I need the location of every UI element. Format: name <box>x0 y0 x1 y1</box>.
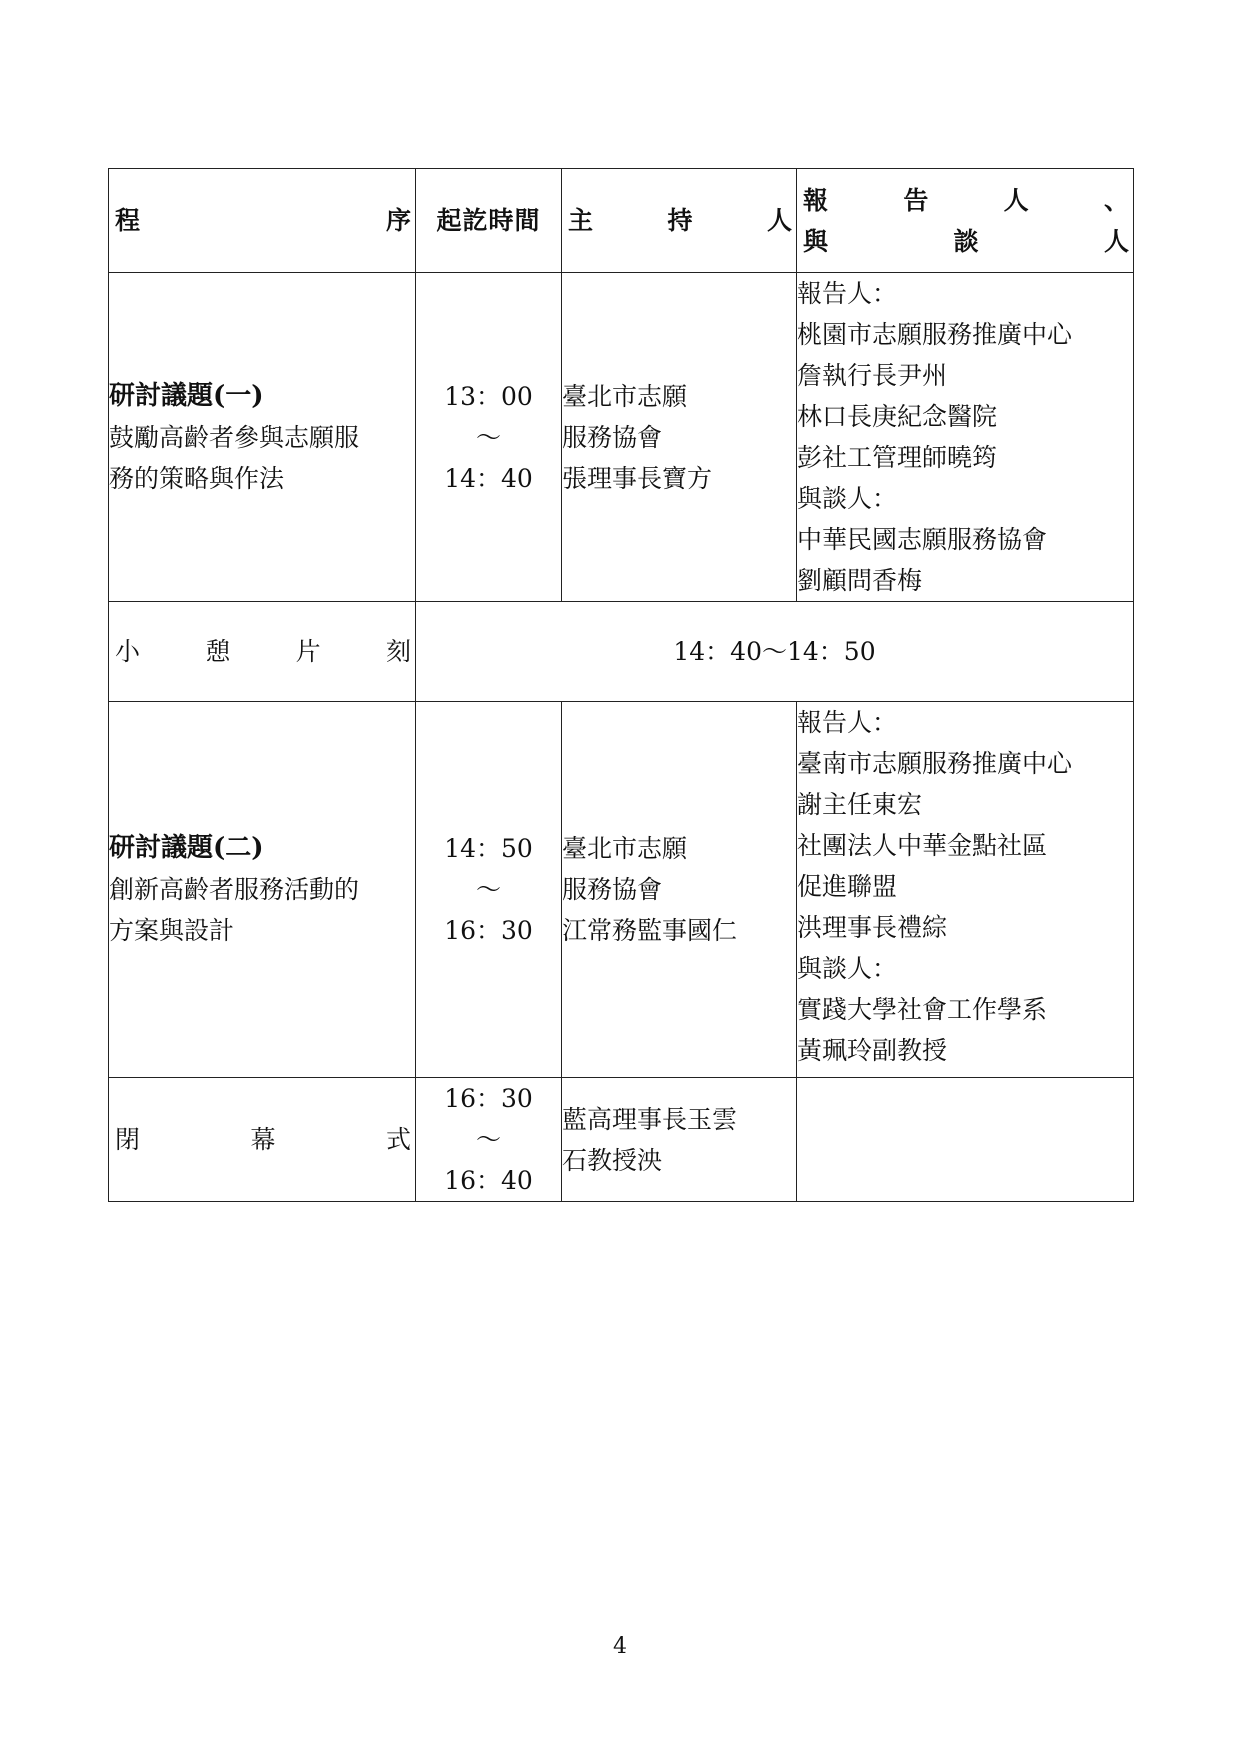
topic1-desc: 務的策略與作法 <box>109 463 285 493</box>
speaker-line: 與談人： <box>797 484 898 513</box>
header-speakers-char: 報 <box>803 185 829 215</box>
topic2-desc: 方案與設計 <box>109 916 235 945</box>
topic2-host <box>562 702 797 1078</box>
speaker-line: 與談人： <box>797 954 898 983</box>
topic2-cell <box>109 702 416 1078</box>
topic2-desc: 創新高齡者服務活動的 <box>109 875 360 904</box>
closing-label-char: 幕 <box>250 1125 276 1154</box>
header-speakers-char: 告 <box>903 185 929 215</box>
topic1-host-line: 張理事長寶方 <box>562 463 713 493</box>
break-label-char: 小 <box>115 637 141 666</box>
break-label <box>109 602 416 702</box>
header-host-char: 主 <box>568 206 594 235</box>
topic2-host-line: 江常務監事國仁 <box>562 916 738 945</box>
topic2-host-line: 臺北市志願 <box>562 834 688 863</box>
closing-host <box>562 1078 797 1202</box>
topic1-time <box>416 273 562 602</box>
closing-time-sep: ～ <box>475 1125 501 1154</box>
topic2-time-end: 16：30 <box>444 916 533 945</box>
closing-speakers <box>797 1078 1134 1202</box>
header-time: 起訖時間 <box>416 169 562 273</box>
closing-label-char: 閉 <box>115 1125 141 1154</box>
closing-host-line: 藍高理事長玉雲 <box>562 1104 738 1134</box>
header-host-char: 持 <box>667 206 693 235</box>
topic2-speakers <box>797 702 1134 1078</box>
schedule-table <box>108 168 1134 1202</box>
closing-time-end: 16：40 <box>444 1166 533 1195</box>
topic1-host <box>562 273 797 602</box>
speaker-line: 林口長庚紀念醫院 <box>797 402 998 431</box>
header-program <box>109 169 416 273</box>
header-speakers-char: 談 <box>953 226 979 256</box>
speaker-line: 劉顧問香梅 <box>797 566 923 595</box>
speaker-line: 中華民國志願服務協會 <box>797 525 1048 554</box>
topic2-host-line: 服務協會 <box>562 875 663 904</box>
closing-row <box>109 1078 1134 1202</box>
header-speakers-char: 與 <box>803 226 829 256</box>
topic1-title: 研討議題(一) <box>109 380 264 411</box>
topic2-time-start: 14：50 <box>444 834 533 863</box>
closing-time-start: 16：30 <box>444 1084 533 1113</box>
topic1-desc: 鼓勵高齡者參與志願服 <box>109 422 360 452</box>
speaker-line: 謝主任東宏 <box>797 790 923 819</box>
speaker-line: 促進聯盟 <box>797 872 898 901</box>
speaker-line: 實踐大學社會工作學系 <box>797 995 1048 1024</box>
break-label-char: 憩 <box>205 637 231 666</box>
header-speakers <box>797 169 1134 273</box>
header-host-char: 人 <box>766 206 792 235</box>
break-label-char: 刻 <box>385 637 411 666</box>
header-speakers-char: 人 <box>1103 226 1129 256</box>
topic1-speakers <box>797 273 1134 602</box>
break-row <box>109 602 1134 702</box>
topic1-time-sep: ～ <box>475 422 501 452</box>
topic1-host-line: 臺北市志願 <box>562 381 688 411</box>
closing-label <box>109 1078 416 1202</box>
topic1-time-end: 14：40 <box>444 463 533 493</box>
closing-host-line: 石教授泱 <box>562 1145 663 1175</box>
topic2-title: 研討議題(二) <box>109 833 264 863</box>
header-row <box>109 169 1134 273</box>
topic2-row <box>109 702 1134 1078</box>
topic1-cell <box>109 273 416 602</box>
speaker-line: 洪理事長禮綜 <box>797 913 948 942</box>
speaker-line: 報告人： <box>797 279 898 308</box>
speaker-line: 彭社工管理師曉筠 <box>797 443 998 472</box>
page-number: 4 <box>613 1634 627 1659</box>
closing-label-char: 式 <box>385 1125 411 1154</box>
speaker-line: 社團法人中華金點社區 <box>797 831 1048 860</box>
header-host <box>562 169 797 273</box>
topic1-time-start: 13：00 <box>444 381 533 411</box>
speaker-line: 黃珮玲副教授 <box>797 1036 948 1065</box>
header-speakers-char: 人 <box>1003 185 1029 215</box>
speaker-line: 報告人： <box>797 708 898 737</box>
speaker-line: 桃園市志願服務推廣中心 <box>797 320 1073 349</box>
break-label-char: 片 <box>295 637 321 666</box>
topic2-time-sep: ～ <box>475 875 501 904</box>
header-program-char: 序 <box>385 206 411 235</box>
topic1-row <box>109 273 1134 602</box>
break-time: 14：40～14：50 <box>416 602 1134 702</box>
topic2-time <box>416 702 562 1078</box>
header-program-char: 程 <box>115 206 141 235</box>
topic1-host-line: 服務協會 <box>562 422 663 452</box>
speaker-line: 詹執行長尹州 <box>797 361 948 390</box>
closing-time <box>416 1078 562 1202</box>
header-speakers-char: 、 <box>1103 185 1129 215</box>
speaker-line: 臺南市志願服務推廣中心 <box>797 749 1073 778</box>
